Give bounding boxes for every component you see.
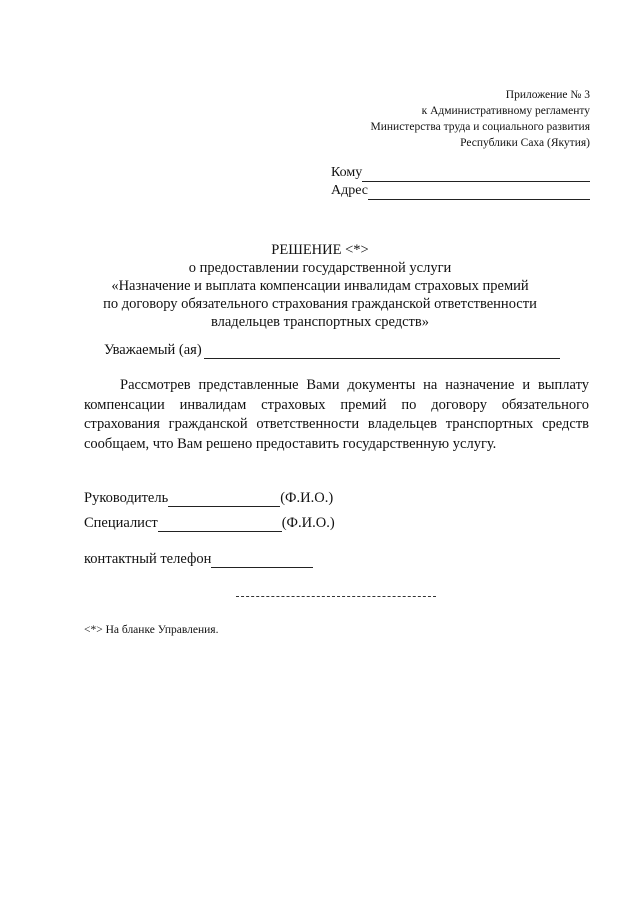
recipient-to-field[interactable] xyxy=(362,168,590,182)
phone-label: контактный телефон xyxy=(84,551,212,567)
recipient-address-label: Адрес xyxy=(331,183,369,198)
title-line-3: «Назначение и выплата компенсации инвалидам страховых премий xyxy=(111,278,529,294)
recipient-address-field[interactable] xyxy=(368,186,590,200)
title-line-4: по договору обязательного страхования гражданской ответственности xyxy=(103,296,537,312)
head-signature-field[interactable] xyxy=(168,493,280,507)
greeting-row xyxy=(104,341,560,359)
title-line-2: о предоставлении государственной услуги xyxy=(188,260,452,276)
phone-field[interactable] xyxy=(211,554,313,568)
greeting-label: Уважаемый (ая) xyxy=(104,342,202,358)
appendix-line-4: Республики Саха (Якутия) xyxy=(460,137,590,149)
appendix-line-3: Министерства труда и социального развития xyxy=(370,121,590,133)
recipient-to-row xyxy=(331,164,590,182)
specialist-signature-row xyxy=(84,514,335,532)
divider-line xyxy=(236,596,436,597)
title-line-1: РЕШЕНИЕ <*> xyxy=(271,242,369,258)
specialist-label: Специалист xyxy=(84,515,158,531)
head-label: Руководитель xyxy=(84,490,169,506)
specialist-signature-field[interactable] xyxy=(158,518,282,532)
appendix-line-1: Приложение № 3 xyxy=(505,89,590,101)
appendix-header xyxy=(371,87,590,151)
head-name-suffix: (Ф.И.О.) xyxy=(280,490,334,506)
recipient-block xyxy=(331,164,590,200)
recipient-to-label: Кому xyxy=(331,165,363,180)
specialist-name-suffix: (Ф.И.О.) xyxy=(281,515,335,531)
greeting-name-field[interactable] xyxy=(204,345,560,359)
decision-title xyxy=(0,241,640,331)
recipient-address-row xyxy=(331,182,590,200)
footnote: <*> На бланке Управления. xyxy=(84,624,219,636)
title-line-5: владельцев транспортных средств» xyxy=(210,314,429,330)
body-paragraph: Рассмотрев представленные Вами документы на назначение и выплату компенсации инвалидам страховых премий по договору обязательного страхования гражданской ответственности владельцев транспортных средств сообщаем, что Вам решено предоставить государственную услугу. xyxy=(84,377,589,452)
phone-row xyxy=(84,550,313,568)
head-signature-row xyxy=(84,489,333,507)
appendix-line-2: к Административному регламенту xyxy=(421,105,590,117)
